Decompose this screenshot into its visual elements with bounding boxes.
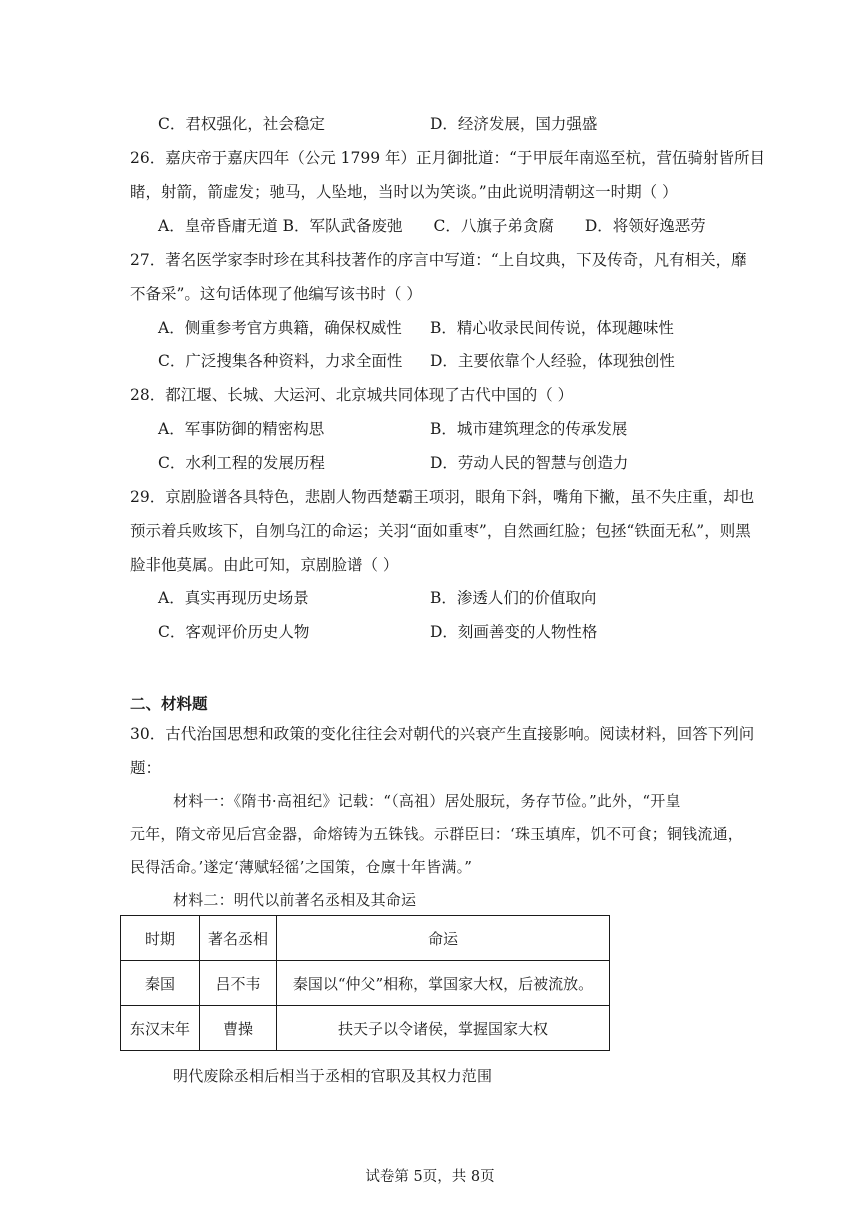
material2-note: 明代废除丞相后相当于丞相的官职及其权力范围 bbox=[173, 1067, 493, 1085]
q27-option-d: D．主要依靠个人经验，体现独创性 bbox=[430, 352, 675, 370]
table-header-cell: 时期 bbox=[121, 916, 200, 961]
q30-stem-line2: 题： bbox=[130, 759, 162, 777]
q27-option-c: C．广泛搜集各种资料，力求全面性 bbox=[158, 352, 403, 370]
q28-option-a: A．军事防御的精密构思 bbox=[158, 420, 325, 438]
material1-line1: 材料一：《隋书·高祖纪》记载：“（高祖）居处服玩，务存节俭。”此外，“开皇 bbox=[173, 792, 681, 810]
chancellor-table bbox=[120, 915, 610, 1051]
q26-stem-line2: 睹，射箭，箭虚发；驰马，人坠地，当时以为笑谈。”由此说明清朝这一时期（ ） bbox=[130, 183, 678, 201]
q27-stem-line2: 不备采”。这句话体现了他编写该书时（ ） bbox=[130, 285, 422, 303]
table-header-row bbox=[121, 916, 610, 961]
q27-option-a: A．侧重参考官方典籍，确保权威性 bbox=[158, 319, 402, 337]
table-cell: 东汉末年 bbox=[121, 1006, 200, 1051]
q28-stem: 28．都江堰、长城、大运河、北京城共同体现了古代中国的（ ） bbox=[130, 386, 574, 404]
table-row bbox=[121, 961, 610, 1006]
material1-line3: 民得活命。’遂定‘薄赋轻徭’之国策，仓廪十年皆满。” bbox=[130, 858, 473, 876]
q29-option-d: D．刻画善变的人物性格 bbox=[430, 623, 598, 641]
q29-stem-line2: 预示着兵败垓下，自刎乌江的命运；关羽“面如重枣”，自然画红脸；包拯“铁面无私”，则黑 bbox=[130, 522, 751, 540]
table-row bbox=[121, 1006, 610, 1051]
table-cell: 秦国以“仲父”相称，掌国家大权，后被流放。 bbox=[277, 961, 610, 1006]
section-title: 二、材料题 bbox=[130, 694, 208, 713]
q27-option-b: B．精心收录民间传说，体现趣味性 bbox=[430, 319, 674, 337]
material2-title: 材料二：明代以前著名丞相及其命运 bbox=[173, 891, 417, 909]
table-header-cell: 命运 bbox=[277, 916, 610, 961]
q29-option-b: B．渗透人们的价值取向 bbox=[430, 589, 597, 607]
page-footer: 试卷第 5页，共 8页 bbox=[365, 1169, 495, 1185]
q25-option-c: C．君权强化，社会稳定 bbox=[158, 115, 325, 133]
table-cell: 秦国 bbox=[121, 961, 200, 1006]
q28-option-b: B．城市建筑理念的传承发展 bbox=[430, 420, 628, 438]
material1-line2: 元年，隋文帝见后宫金器，命熔铸为五铢钱。示群臣曰：‘珠玉填库，饥不可食；铜钱流通， bbox=[130, 825, 743, 843]
table-cell: 曹操 bbox=[200, 1006, 277, 1051]
table-cell: 吕不韦 bbox=[200, 961, 277, 1006]
q27-stem-line1: 27．著名医学家李时珍在其科技著作的序言中写道：“上自坟典，下及传奇，凡有相关，靡 bbox=[130, 251, 747, 269]
q29-stem-line3: 脸非他莫属。由此可知，京剧脸谱（ ） bbox=[130, 556, 399, 574]
q30-stem-line1: 30．古代治国思想和政策的变化往往会对朝代的兴衰产生直接影响。阅读材料，回答下列问 bbox=[130, 725, 755, 743]
q28-option-c: C．水利工程的发展历程 bbox=[158, 454, 325, 472]
q25-option-d: D．经济发展，国力强盛 bbox=[430, 115, 598, 133]
q26-options: A．皇帝昏庸无道 B．军队武备废弛 C．八旗子弟贪腐 D．将领好逸恶劳 bbox=[158, 217, 706, 235]
q28-option-d: D．劳动人民的智慧与创造力 bbox=[430, 454, 629, 472]
q29-stem-line1: 29．京剧脸谱各具特色，悲剧人物西楚霸王项羽，眼角下斜，嘴角下撇，虽不失庄重，却也 bbox=[130, 488, 755, 506]
q26-stem-line1: 26．嘉庆帝于嘉庆四年（公元 1799 年）正月御批道：“于甲辰年南巡至杭，营伍骑射皆所目 bbox=[130, 149, 765, 167]
table-cell: 扶天子以令诸侯，掌握国家大权 bbox=[277, 1006, 610, 1051]
q29-option-a: A．真实再现历史场景 bbox=[158, 589, 309, 607]
q29-option-c: C．客观评价历史人物 bbox=[158, 623, 310, 641]
table-header-cell: 著名丞相 bbox=[200, 916, 277, 961]
